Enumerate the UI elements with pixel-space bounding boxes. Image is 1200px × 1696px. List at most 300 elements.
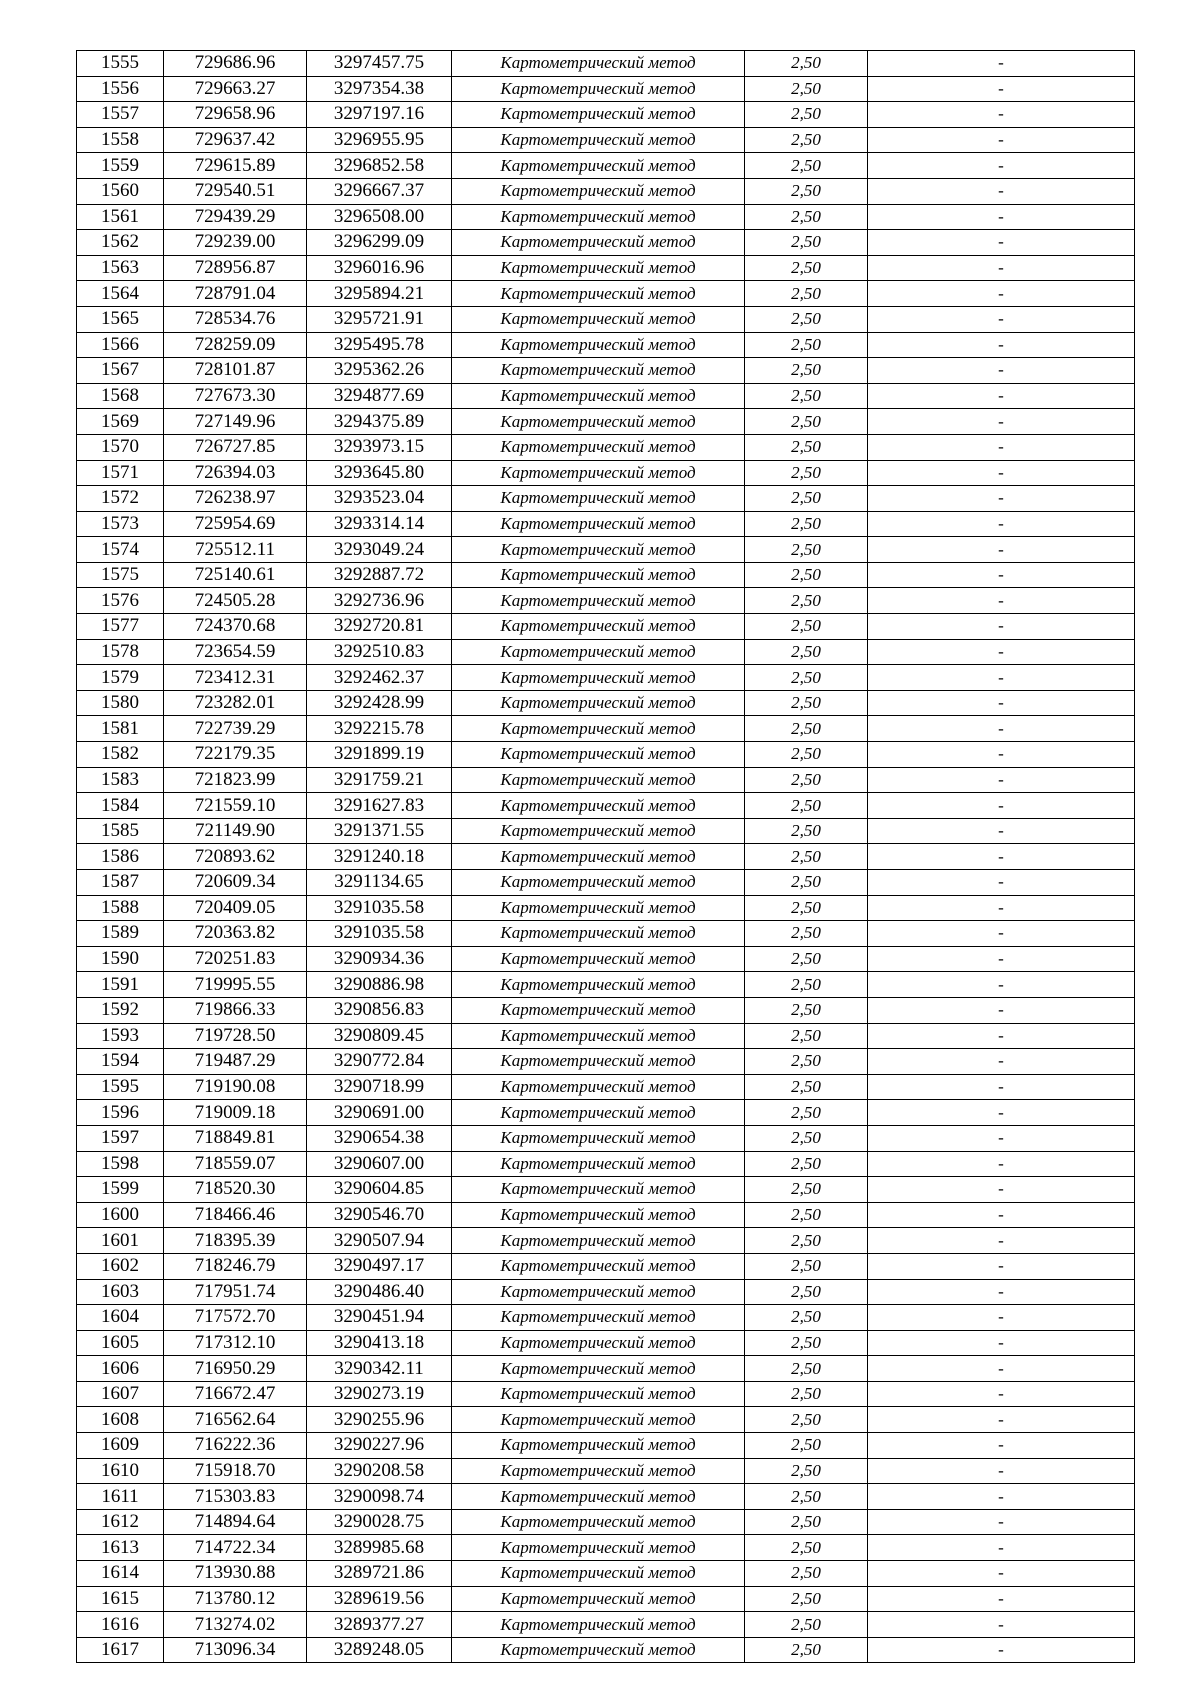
coordinates-table [76, 50, 1135, 1663]
x-coordinate-cell: 729686.96 [164, 51, 307, 77]
y-coordinate-cell: 3296508.00 [307, 204, 452, 230]
description-cell: - [868, 639, 1135, 665]
description-cell: - [868, 1305, 1135, 1331]
y-coordinate-cell: 3296955.95 [307, 127, 452, 153]
point-number-cell: 1567 [77, 358, 164, 384]
accuracy-cell: 2,50 [745, 665, 868, 691]
x-coordinate-cell: 713274.02 [164, 1612, 307, 1638]
accuracy-cell: 2,50 [745, 972, 868, 998]
table-row [77, 895, 1135, 921]
description-cell: - [868, 1509, 1135, 1535]
accuracy-cell: 2,50 [745, 716, 868, 742]
accuracy-cell: 2,50 [745, 281, 868, 307]
table-row [77, 1535, 1135, 1561]
y-coordinate-cell: 3290486.40 [307, 1279, 452, 1305]
description-cell: - [868, 818, 1135, 844]
method-cell: Картометрический метод [452, 1535, 745, 1561]
point-number-cell: 1614 [77, 1561, 164, 1587]
y-coordinate-cell: 3289721.86 [307, 1561, 452, 1587]
point-number-cell: 1569 [77, 409, 164, 435]
method-cell: Картометрический метод [452, 1330, 745, 1356]
method-cell: Картометрический метод [452, 1484, 745, 1510]
accuracy-cell: 2,50 [745, 460, 868, 486]
x-coordinate-cell: 725140.61 [164, 562, 307, 588]
point-number-cell: 1585 [77, 818, 164, 844]
description-cell: - [868, 1407, 1135, 1433]
point-number-cell: 1617 [77, 1637, 164, 1663]
accuracy-cell: 2,50 [745, 486, 868, 512]
method-cell: Картометрический метод [452, 1228, 745, 1254]
method-cell: Картометрический метод [452, 818, 745, 844]
x-coordinate-cell: 717951.74 [164, 1279, 307, 1305]
y-coordinate-cell: 3293523.04 [307, 486, 452, 512]
accuracy-cell: 2,50 [745, 562, 868, 588]
method-cell: Картометрический метод [452, 1100, 745, 1126]
description-cell: - [868, 1125, 1135, 1151]
method-cell: Картометрический метод [452, 588, 745, 614]
description-cell: - [868, 178, 1135, 204]
point-number-cell: 1616 [77, 1612, 164, 1638]
description-cell: - [868, 588, 1135, 614]
table-row [77, 255, 1135, 281]
accuracy-cell: 2,50 [745, 51, 868, 77]
x-coordinate-cell: 719190.08 [164, 1074, 307, 1100]
method-cell: Картометрический метод [452, 537, 745, 563]
x-coordinate-cell: 719866.33 [164, 997, 307, 1023]
y-coordinate-cell: 3291371.55 [307, 818, 452, 844]
x-coordinate-cell: 728101.87 [164, 358, 307, 384]
table-row [77, 588, 1135, 614]
table-row [77, 1151, 1135, 1177]
description-cell: - [868, 870, 1135, 896]
x-coordinate-cell: 721149.90 [164, 818, 307, 844]
point-number-cell: 1589 [77, 921, 164, 947]
table-row [77, 793, 1135, 819]
point-number-cell: 1582 [77, 742, 164, 768]
x-coordinate-cell: 726394.03 [164, 460, 307, 486]
point-number-cell: 1583 [77, 767, 164, 793]
accuracy-cell: 2,50 [745, 1177, 868, 1203]
y-coordinate-cell: 3294375.89 [307, 409, 452, 435]
point-number-cell: 1576 [77, 588, 164, 614]
y-coordinate-cell: 3291240.18 [307, 844, 452, 870]
y-coordinate-cell: 3295721.91 [307, 306, 452, 332]
method-cell: Картометрический метод [452, 383, 745, 409]
y-coordinate-cell: 3295894.21 [307, 281, 452, 307]
x-coordinate-cell: 724505.28 [164, 588, 307, 614]
table-row [77, 332, 1135, 358]
table-row [77, 690, 1135, 716]
point-number-cell: 1615 [77, 1586, 164, 1612]
accuracy-cell: 2,50 [745, 1407, 868, 1433]
accuracy-cell: 2,50 [745, 1535, 868, 1561]
description-cell: - [868, 76, 1135, 102]
x-coordinate-cell: 725512.11 [164, 537, 307, 563]
method-cell: Картометрический метод [452, 102, 745, 128]
description-cell: - [868, 614, 1135, 640]
accuracy-cell: 2,50 [745, 997, 868, 1023]
y-coordinate-cell: 3293049.24 [307, 537, 452, 563]
description-cell: - [868, 1535, 1135, 1561]
method-cell: Картометрический метод [452, 1458, 745, 1484]
accuracy-cell: 2,50 [745, 1125, 868, 1151]
point-number-cell: 1600 [77, 1202, 164, 1228]
x-coordinate-cell: 714722.34 [164, 1535, 307, 1561]
description-cell: - [868, 946, 1135, 972]
y-coordinate-cell: 3296852.58 [307, 153, 452, 179]
description-cell: - [868, 460, 1135, 486]
point-number-cell: 1570 [77, 434, 164, 460]
table-row [77, 358, 1135, 384]
x-coordinate-cell: 716672.47 [164, 1381, 307, 1407]
x-coordinate-cell: 729439.29 [164, 204, 307, 230]
y-coordinate-cell: 3290718.99 [307, 1074, 452, 1100]
table-row [77, 1407, 1135, 1433]
point-number-cell: 1556 [77, 76, 164, 102]
x-coordinate-cell: 719009.18 [164, 1100, 307, 1126]
description-cell: - [868, 793, 1135, 819]
method-cell: Картометрический метод [452, 716, 745, 742]
x-coordinate-cell: 715918.70 [164, 1458, 307, 1484]
x-coordinate-cell: 718466.46 [164, 1202, 307, 1228]
point-number-cell: 1591 [77, 972, 164, 998]
point-number-cell: 1609 [77, 1433, 164, 1459]
table-row [77, 1023, 1135, 1049]
y-coordinate-cell: 3291035.58 [307, 895, 452, 921]
accuracy-cell: 2,50 [745, 1561, 868, 1587]
accuracy-cell: 2,50 [745, 153, 868, 179]
point-number-cell: 1562 [77, 230, 164, 256]
description-cell: - [868, 742, 1135, 768]
y-coordinate-cell: 3290255.96 [307, 1407, 452, 1433]
table-row [77, 1637, 1135, 1663]
y-coordinate-cell: 3292462.37 [307, 665, 452, 691]
y-coordinate-cell: 3289985.68 [307, 1535, 452, 1561]
description-cell: - [868, 281, 1135, 307]
x-coordinate-cell: 721823.99 [164, 767, 307, 793]
x-coordinate-cell: 713096.34 [164, 1637, 307, 1663]
table-row [77, 409, 1135, 435]
method-cell: Картометрический метод [452, 434, 745, 460]
y-coordinate-cell: 3292510.83 [307, 639, 452, 665]
table-row [77, 921, 1135, 947]
x-coordinate-cell: 722179.35 [164, 742, 307, 768]
description-cell: - [868, 665, 1135, 691]
table-row [77, 51, 1135, 77]
x-coordinate-cell: 719728.50 [164, 1023, 307, 1049]
y-coordinate-cell: 3290654.38 [307, 1125, 452, 1151]
method-cell: Картометрический метод [452, 1177, 745, 1203]
accuracy-cell: 2,50 [745, 1100, 868, 1126]
table-row [77, 204, 1135, 230]
accuracy-cell: 2,50 [745, 1509, 868, 1535]
description-cell: - [868, 1177, 1135, 1203]
y-coordinate-cell: 3289619.56 [307, 1586, 452, 1612]
point-number-cell: 1572 [77, 486, 164, 512]
table-row [77, 844, 1135, 870]
point-number-cell: 1599 [77, 1177, 164, 1203]
description-cell: - [868, 358, 1135, 384]
description-cell: - [868, 332, 1135, 358]
accuracy-cell: 2,50 [745, 1330, 868, 1356]
table-row [77, 178, 1135, 204]
table-row [77, 1253, 1135, 1279]
y-coordinate-cell: 3290413.18 [307, 1330, 452, 1356]
point-number-cell: 1560 [77, 178, 164, 204]
y-coordinate-cell: 3290451.94 [307, 1305, 452, 1331]
method-cell: Картометрический метод [452, 562, 745, 588]
description-cell: - [868, 921, 1135, 947]
point-number-cell: 1608 [77, 1407, 164, 1433]
x-coordinate-cell: 727673.30 [164, 383, 307, 409]
accuracy-cell: 2,50 [745, 1305, 868, 1331]
point-number-cell: 1601 [77, 1228, 164, 1254]
method-cell: Картометрический метод [452, 1279, 745, 1305]
x-coordinate-cell: 713930.88 [164, 1561, 307, 1587]
accuracy-cell: 2,50 [745, 434, 868, 460]
description-cell: - [868, 51, 1135, 77]
y-coordinate-cell: 3291899.19 [307, 742, 452, 768]
accuracy-cell: 2,50 [745, 614, 868, 640]
description-cell: - [868, 204, 1135, 230]
accuracy-cell: 2,50 [745, 1023, 868, 1049]
accuracy-cell: 2,50 [745, 1202, 868, 1228]
point-number-cell: 1580 [77, 690, 164, 716]
point-number-cell: 1602 [77, 1253, 164, 1279]
accuracy-cell: 2,50 [745, 332, 868, 358]
table-row [77, 1484, 1135, 1510]
method-cell: Картометрический метод [452, 1612, 745, 1638]
method-cell: Картометрический метод [452, 665, 745, 691]
accuracy-cell: 2,50 [745, 588, 868, 614]
accuracy-cell: 2,50 [745, 255, 868, 281]
x-coordinate-cell: 721559.10 [164, 793, 307, 819]
method-cell: Картометрический метод [452, 204, 745, 230]
accuracy-cell: 2,50 [745, 767, 868, 793]
accuracy-cell: 2,50 [745, 690, 868, 716]
x-coordinate-cell: 727149.96 [164, 409, 307, 435]
y-coordinate-cell: 3292215.78 [307, 716, 452, 742]
y-coordinate-cell: 3290028.75 [307, 1509, 452, 1535]
table-row [77, 1049, 1135, 1075]
description-cell: - [868, 1458, 1135, 1484]
x-coordinate-cell: 716950.29 [164, 1356, 307, 1382]
y-coordinate-cell: 3292720.81 [307, 614, 452, 640]
method-cell: Картометрический метод [452, 281, 745, 307]
method-cell: Картометрический метод [452, 1407, 745, 1433]
description-cell: - [868, 383, 1135, 409]
x-coordinate-cell: 729239.00 [164, 230, 307, 256]
point-number-cell: 1588 [77, 895, 164, 921]
description-cell: - [868, 716, 1135, 742]
table-row [77, 639, 1135, 665]
accuracy-cell: 2,50 [745, 383, 868, 409]
y-coordinate-cell: 3297354.38 [307, 76, 452, 102]
x-coordinate-cell: 718559.07 [164, 1151, 307, 1177]
method-cell: Картометрический метод [452, 127, 745, 153]
point-number-cell: 1607 [77, 1381, 164, 1407]
point-number-cell: 1579 [77, 665, 164, 691]
table-row [77, 1561, 1135, 1587]
point-number-cell: 1577 [77, 614, 164, 640]
description-cell: - [868, 895, 1135, 921]
description-cell: - [868, 1484, 1135, 1510]
x-coordinate-cell: 723282.01 [164, 690, 307, 716]
description-cell: - [868, 1202, 1135, 1228]
method-cell: Картометрический метод [452, 870, 745, 896]
point-number-cell: 1573 [77, 511, 164, 537]
y-coordinate-cell: 3297457.75 [307, 51, 452, 77]
accuracy-cell: 2,50 [745, 793, 868, 819]
method-cell: Картометрический метод [452, 332, 745, 358]
method-cell: Картометрический метод [452, 1125, 745, 1151]
method-cell: Картометрический метод [452, 1023, 745, 1049]
table-row [77, 767, 1135, 793]
x-coordinate-cell: 725954.69 [164, 511, 307, 537]
point-number-cell: 1594 [77, 1049, 164, 1075]
description-cell: - [868, 1381, 1135, 1407]
description-cell: - [868, 1612, 1135, 1638]
accuracy-cell: 2,50 [745, 921, 868, 947]
point-number-cell: 1558 [77, 127, 164, 153]
table-row [77, 1612, 1135, 1638]
x-coordinate-cell: 724370.68 [164, 614, 307, 640]
y-coordinate-cell: 3297197.16 [307, 102, 452, 128]
x-coordinate-cell: 717312.10 [164, 1330, 307, 1356]
y-coordinate-cell: 3290856.83 [307, 997, 452, 1023]
accuracy-cell: 2,50 [745, 537, 868, 563]
coordinates-table-body [77, 51, 1135, 1663]
table-row [77, 665, 1135, 691]
x-coordinate-cell: 715303.83 [164, 1484, 307, 1510]
x-coordinate-cell: 726727.85 [164, 434, 307, 460]
x-coordinate-cell: 718520.30 [164, 1177, 307, 1203]
x-coordinate-cell: 716222.36 [164, 1433, 307, 1459]
description-cell: - [868, 972, 1135, 998]
table-row [77, 76, 1135, 102]
method-cell: Картометрический метод [452, 409, 745, 435]
point-number-cell: 1593 [77, 1023, 164, 1049]
point-number-cell: 1597 [77, 1125, 164, 1151]
point-number-cell: 1563 [77, 255, 164, 281]
x-coordinate-cell: 720363.82 [164, 921, 307, 947]
table-row [77, 153, 1135, 179]
accuracy-cell: 2,50 [745, 1253, 868, 1279]
method-cell: Картометрический метод [452, 690, 745, 716]
y-coordinate-cell: 3290546.70 [307, 1202, 452, 1228]
y-coordinate-cell: 3293973.15 [307, 434, 452, 460]
table-row [77, 102, 1135, 128]
accuracy-cell: 2,50 [745, 409, 868, 435]
y-coordinate-cell: 3295495.78 [307, 332, 452, 358]
method-cell: Картометрический метод [452, 306, 745, 332]
method-cell: Картометрический метод [452, 895, 745, 921]
accuracy-cell: 2,50 [745, 1228, 868, 1254]
method-cell: Картометрический метод [452, 767, 745, 793]
point-number-cell: 1611 [77, 1484, 164, 1510]
accuracy-cell: 2,50 [745, 204, 868, 230]
table-row [77, 537, 1135, 563]
method-cell: Картометрический метод [452, 639, 745, 665]
x-coordinate-cell: 719995.55 [164, 972, 307, 998]
accuracy-cell: 2,50 [745, 1151, 868, 1177]
method-cell: Картометрический метод [452, 1637, 745, 1663]
x-coordinate-cell: 714894.64 [164, 1509, 307, 1535]
description-cell: - [868, 409, 1135, 435]
method-cell: Картометрический метод [452, 921, 745, 947]
point-number-cell: 1595 [77, 1074, 164, 1100]
y-coordinate-cell: 3290809.45 [307, 1023, 452, 1049]
description-cell: - [868, 434, 1135, 460]
accuracy-cell: 2,50 [745, 178, 868, 204]
table-row [77, 614, 1135, 640]
x-coordinate-cell: 720609.34 [164, 870, 307, 896]
method-cell: Картометрический метод [452, 946, 745, 972]
y-coordinate-cell: 3290227.96 [307, 1433, 452, 1459]
description-cell: - [868, 562, 1135, 588]
x-coordinate-cell: 718849.81 [164, 1125, 307, 1151]
point-number-cell: 1568 [77, 383, 164, 409]
x-coordinate-cell: 729637.42 [164, 127, 307, 153]
x-coordinate-cell: 729658.96 [164, 102, 307, 128]
method-cell: Картометрический метод [452, 76, 745, 102]
method-cell: Картометрический метод [452, 1356, 745, 1382]
table-row [77, 1305, 1135, 1331]
description-cell: - [868, 1330, 1135, 1356]
x-coordinate-cell: 729615.89 [164, 153, 307, 179]
method-cell: Картометрический метод [452, 997, 745, 1023]
accuracy-cell: 2,50 [745, 102, 868, 128]
description-cell: - [868, 537, 1135, 563]
y-coordinate-cell: 3296299.09 [307, 230, 452, 256]
point-number-cell: 1566 [77, 332, 164, 358]
table-row [77, 306, 1135, 332]
description-cell: - [868, 255, 1135, 281]
description-cell: - [868, 511, 1135, 537]
table-row [77, 972, 1135, 998]
accuracy-cell: 2,50 [745, 870, 868, 896]
y-coordinate-cell: 3290604.85 [307, 1177, 452, 1203]
y-coordinate-cell: 3292736.96 [307, 588, 452, 614]
table-row [77, 1458, 1135, 1484]
accuracy-cell: 2,50 [745, 358, 868, 384]
y-coordinate-cell: 3290208.58 [307, 1458, 452, 1484]
description-cell: - [868, 1049, 1135, 1075]
method-cell: Картометрический метод [452, 1509, 745, 1535]
point-number-cell: 1586 [77, 844, 164, 870]
x-coordinate-cell: 728259.09 [164, 332, 307, 358]
point-number-cell: 1596 [77, 1100, 164, 1126]
accuracy-cell: 2,50 [745, 1637, 868, 1663]
x-coordinate-cell: 729663.27 [164, 76, 307, 102]
method-cell: Картометрический метод [452, 1561, 745, 1587]
method-cell: Картометрический метод [452, 511, 745, 537]
table-row [77, 1202, 1135, 1228]
accuracy-cell: 2,50 [745, 1074, 868, 1100]
point-number-cell: 1605 [77, 1330, 164, 1356]
x-coordinate-cell: 720251.83 [164, 946, 307, 972]
method-cell: Картометрический метод [452, 1253, 745, 1279]
accuracy-cell: 2,50 [745, 1049, 868, 1075]
point-number-cell: 1555 [77, 51, 164, 77]
accuracy-cell: 2,50 [745, 306, 868, 332]
accuracy-cell: 2,50 [745, 946, 868, 972]
table-row [77, 946, 1135, 972]
table-row [77, 1509, 1135, 1535]
method-cell: Картометрический метод [452, 51, 745, 77]
description-cell: - [868, 1023, 1135, 1049]
point-number-cell: 1581 [77, 716, 164, 742]
